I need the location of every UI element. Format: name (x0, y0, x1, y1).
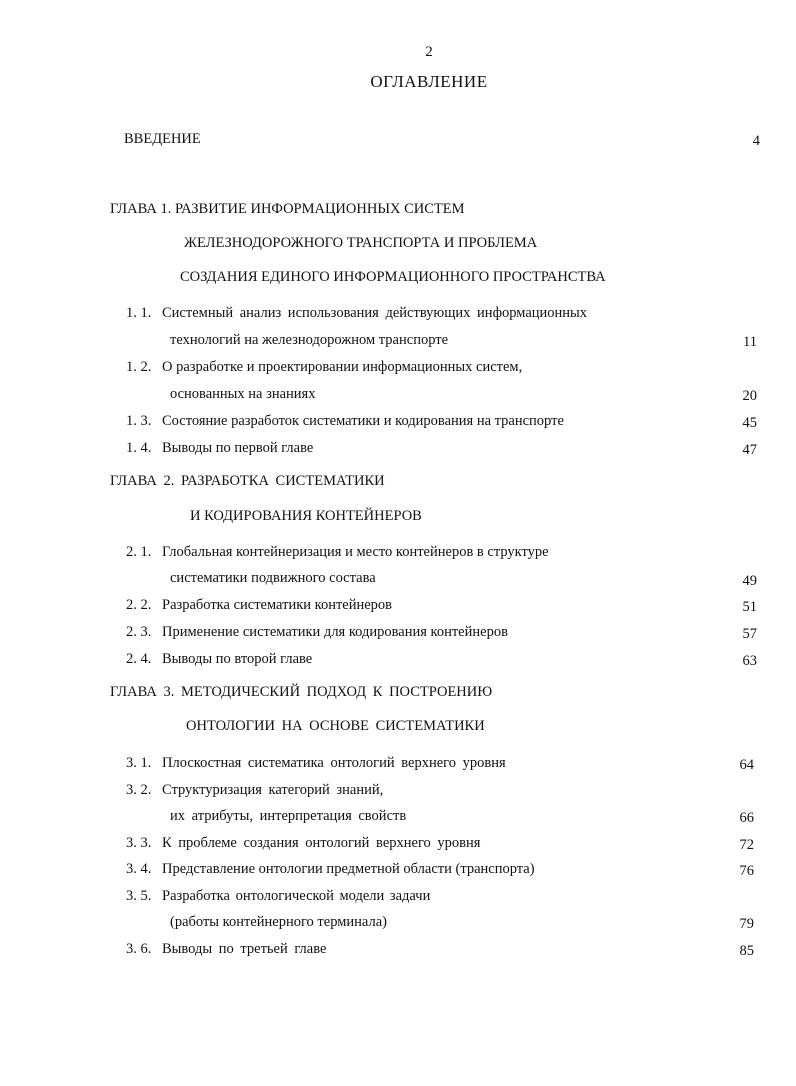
toc-item-title-cont: их атрибуты, интерпретация свойств (170, 808, 407, 824)
toc-item-number: 2. 3. (126, 624, 152, 640)
toc-item-title: Плоскостная систематика онтологий верхнего уровня (162, 755, 506, 771)
toc-item-page: 47 (742, 442, 757, 458)
chapter-2-heading-line: И КОДИРОВАНИЯ КОНТЕЙНЕРОВ (190, 508, 422, 524)
toc-item-page: 57 (742, 626, 757, 642)
toc-item-title-cont: (работы контейнерного терминала) (170, 914, 387, 930)
toc-item-page: 66 (739, 810, 754, 826)
chapter-1-heading-line: ГЛАВА 1. РАЗВИТИЕ ИНФОРМАЦИОННЫХ СИСТЕМ (110, 201, 465, 217)
toc-item-title-cont: технологий на железнодорожном транспорте (170, 332, 449, 348)
toc-item-title: Применение систематики для кодирования контейнеров (162, 624, 508, 640)
toc-item-number: 1. 1. (126, 305, 152, 321)
toc-intro-label: ВВЕДЕНИЕ (124, 131, 201, 147)
toc-item-title: Выводы по второй главе (162, 651, 313, 667)
chapter-2-heading-line: ГЛАВА 2. РАЗРАБОТКА СИСТЕМАТИКИ (110, 473, 385, 489)
toc-item-page: 79 (739, 916, 754, 932)
toc-item-number: 3. 2. (126, 782, 152, 798)
page-number: 2 (425, 44, 433, 60)
page-title: ОГЛАВЛЕНИЕ (370, 72, 488, 91)
toc-item-title-cont: систематики подвижного состава (170, 570, 376, 586)
toc-item-page: 63 (742, 653, 757, 669)
toc-item-page: 51 (742, 599, 757, 615)
toc-item-page: 49 (742, 573, 757, 589)
toc-item-page: 64 (739, 757, 754, 773)
toc-item-number: 1. 2. (126, 359, 152, 375)
toc-item-page: 72 (739, 837, 754, 853)
toc-item-page: 11 (743, 334, 757, 350)
toc-item-title: Глобальная контейнеризация и место контейнеров в структуре (162, 544, 549, 560)
toc-item-page: 20 (742, 388, 757, 404)
toc-item-number: 3. 4. (126, 861, 152, 877)
toc-intro-page: 4 (752, 133, 760, 149)
toc-item-number: 3. 5. (126, 888, 152, 904)
toc-item-number: 3. 3. (126, 835, 152, 851)
toc-item-number: 2. 4. (126, 651, 152, 667)
toc-item-title: Выводы по третьей главе (162, 941, 327, 957)
toc-item-title-cont: основанных на знаниях (170, 386, 316, 402)
toc-item-number: 1. 4. (126, 440, 152, 456)
toc-item-title: Структуризация категорий знаний, (162, 782, 384, 798)
toc-item-number: 3. 1. (126, 755, 152, 771)
chapter-3-heading-line: ОНТОЛОГИИ НА ОСНОВЕ СИСТЕМАТИКИ (186, 718, 485, 734)
toc-item-page: 85 (739, 943, 754, 959)
toc-item-page: 76 (739, 863, 754, 879)
chapter-1-heading-line: СОЗДАНИЯ ЕДИНОГО ИНФОРМАЦИОННОГО ПРОСТРАНСТВА (180, 269, 606, 285)
chapter-1-heading-line: ЖЕЛЕЗНОДОРОЖНОГО ТРАНСПОРТА И ПРОБЛЕМА (184, 235, 538, 251)
toc-item-number: 3. 6. (126, 941, 152, 957)
toc-item-title: Разработка онтологической модели задачи (162, 888, 431, 904)
toc-item-number: 2. 1. (126, 544, 152, 560)
toc-item-title: Системный анализ использования действующих информационных (162, 305, 588, 321)
chapter-3-heading-line: ГЛАВА 3. МЕТОДИЧЕСКИЙ ПОДХОД К ПОСТРОЕНИЮ (110, 684, 493, 700)
toc-item-title: Выводы по первой главе (162, 440, 314, 456)
toc-item-page: 45 (742, 415, 757, 431)
toc-item-title: К проблеме создания онтологий верхнего уровня (162, 835, 481, 851)
toc-item-title: Разработка систематики контейнеров (162, 597, 393, 613)
toc-item-number: 1. 3. (126, 413, 152, 429)
toc-item-number: 2. 2. (126, 597, 152, 613)
toc-item-title: О разработке и проектировании информационных систем, (162, 359, 523, 375)
toc-item-title: Состояние разработок систематики и кодирования на транспорте (162, 413, 564, 429)
toc-item-title: Представление онтологии предметной области (транспорта) (162, 861, 535, 877)
